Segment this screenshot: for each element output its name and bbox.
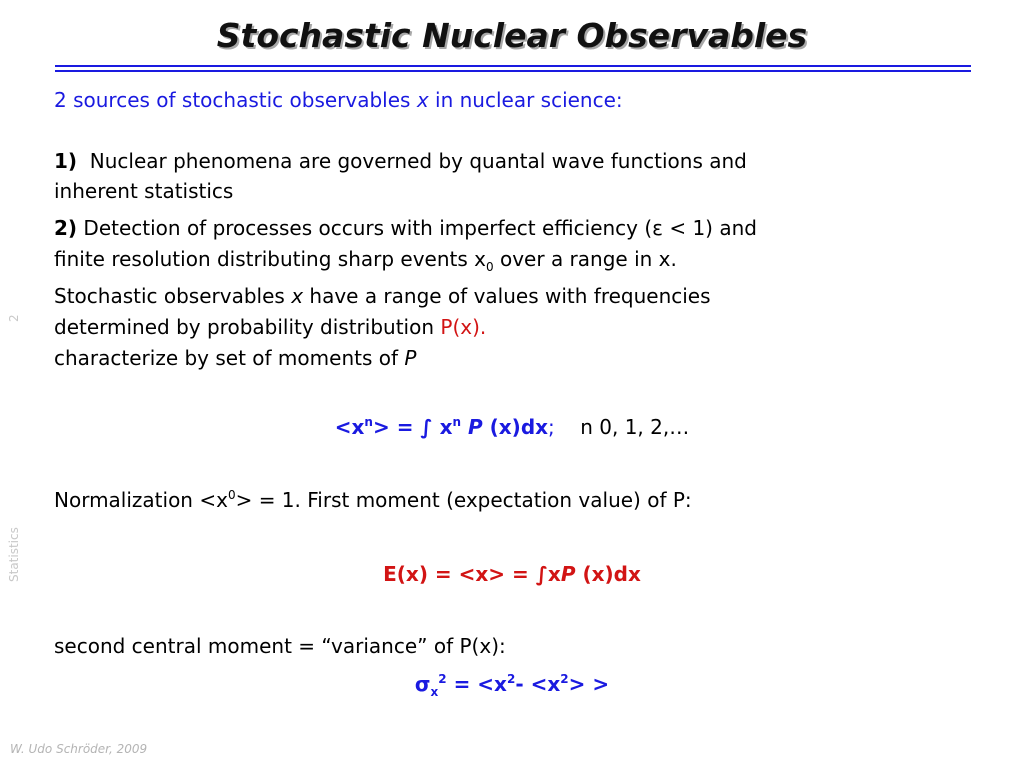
item1-line1 <box>54 149 747 173</box>
expectation-equation <box>0 562 1024 586</box>
expectation-p: P <box>560 562 576 586</box>
moment-part-b: > = ∫ x <box>372 415 453 439</box>
moments-text: characterize by set of moments of <box>54 346 405 370</box>
variance-part-c: > > <box>568 672 610 696</box>
variance-part-a: = <x <box>446 672 507 696</box>
moment-semicolon: ; <box>548 415 555 439</box>
intro-text: 2 sources of stochastic observables <box>54 88 417 112</box>
title-divider-bottom <box>55 70 971 72</box>
normalization-line <box>54 488 692 512</box>
moment-formula <box>335 415 548 439</box>
x0-subscript: 0 <box>485 260 494 274</box>
moment-sup-n1: n <box>364 415 373 429</box>
epsilon-symbol: ε <box>652 216 663 240</box>
moment-p: P <box>468 415 483 439</box>
moment-range: n 0, 1, 2,… <box>580 415 690 439</box>
intro-line <box>54 88 623 112</box>
item2-line1 <box>54 216 757 240</box>
item1-text: Nuclear phenomena are governed by quantal wave functions and <box>89 149 747 173</box>
moment-part-a: <x <box>334 415 365 439</box>
variance-part-b: - <x <box>515 672 561 696</box>
moment-part-d: (x)dx <box>482 415 549 439</box>
item2-line2-text: finite resolution distributing sharp events x <box>54 247 486 271</box>
item1-number: 1) <box>54 149 78 173</box>
item2-text: Detection of processes occurs with imperfect efficiency ( <box>83 216 653 240</box>
stochastic-text-end: have a range of values with frequencies <box>303 284 711 308</box>
normalization-sup: 0 <box>227 488 236 502</box>
expectation-part-a: E(x) = <x> = ∫x <box>383 562 561 586</box>
stochastic-line3 <box>54 346 416 370</box>
normalization-text: Normalization <x <box>54 488 228 512</box>
sigma-sup-2: 2 <box>438 672 447 686</box>
intro-x: x <box>416 88 429 112</box>
slide-number: 2 <box>7 314 21 322</box>
stochastic-text: Stochastic observables <box>54 284 292 308</box>
item2-line2-end: over a range in x. <box>493 247 677 271</box>
stochastic-line1 <box>54 284 711 308</box>
moment-equation <box>0 415 1024 439</box>
variance-sup-2b: 2 <box>506 672 516 686</box>
slide-title: Stochastic Nuclear Observables <box>216 16 808 55</box>
section-label: Statistics <box>7 527 21 582</box>
sigma-symbol: σ <box>414 672 431 696</box>
title-divider-top <box>55 65 971 67</box>
item2-text-end: < 1) and <box>662 216 757 240</box>
moments-p: P <box>404 346 417 370</box>
expectation-part-b: (x)dx <box>575 562 641 586</box>
variance-equation <box>0 672 1024 699</box>
item2-line2 <box>54 247 677 274</box>
normalization-text-end: > = 1. First moment (expectation value) of P: <box>235 488 692 512</box>
distribution-text: determined by probability distribution <box>54 315 441 339</box>
variance-sup-2c: 2 <box>560 672 569 686</box>
author-footer: W. Udo Schröder, 2009 <box>10 742 148 756</box>
moment-part-c <box>461 415 468 439</box>
distribution-px: P(x). <box>440 315 487 339</box>
item1-line2: inherent statistics <box>54 179 234 203</box>
intro-text-end: in nuclear science: <box>428 88 623 112</box>
sigma-sub-x: x <box>430 685 439 699</box>
stochastic-x: x <box>291 284 304 308</box>
stochastic-line2 <box>54 315 486 339</box>
moment-sup-n2: n <box>452 415 462 429</box>
variance-text: second central moment = “variance” of P(x): <box>54 634 506 658</box>
item2-number: 2) <box>54 216 78 240</box>
